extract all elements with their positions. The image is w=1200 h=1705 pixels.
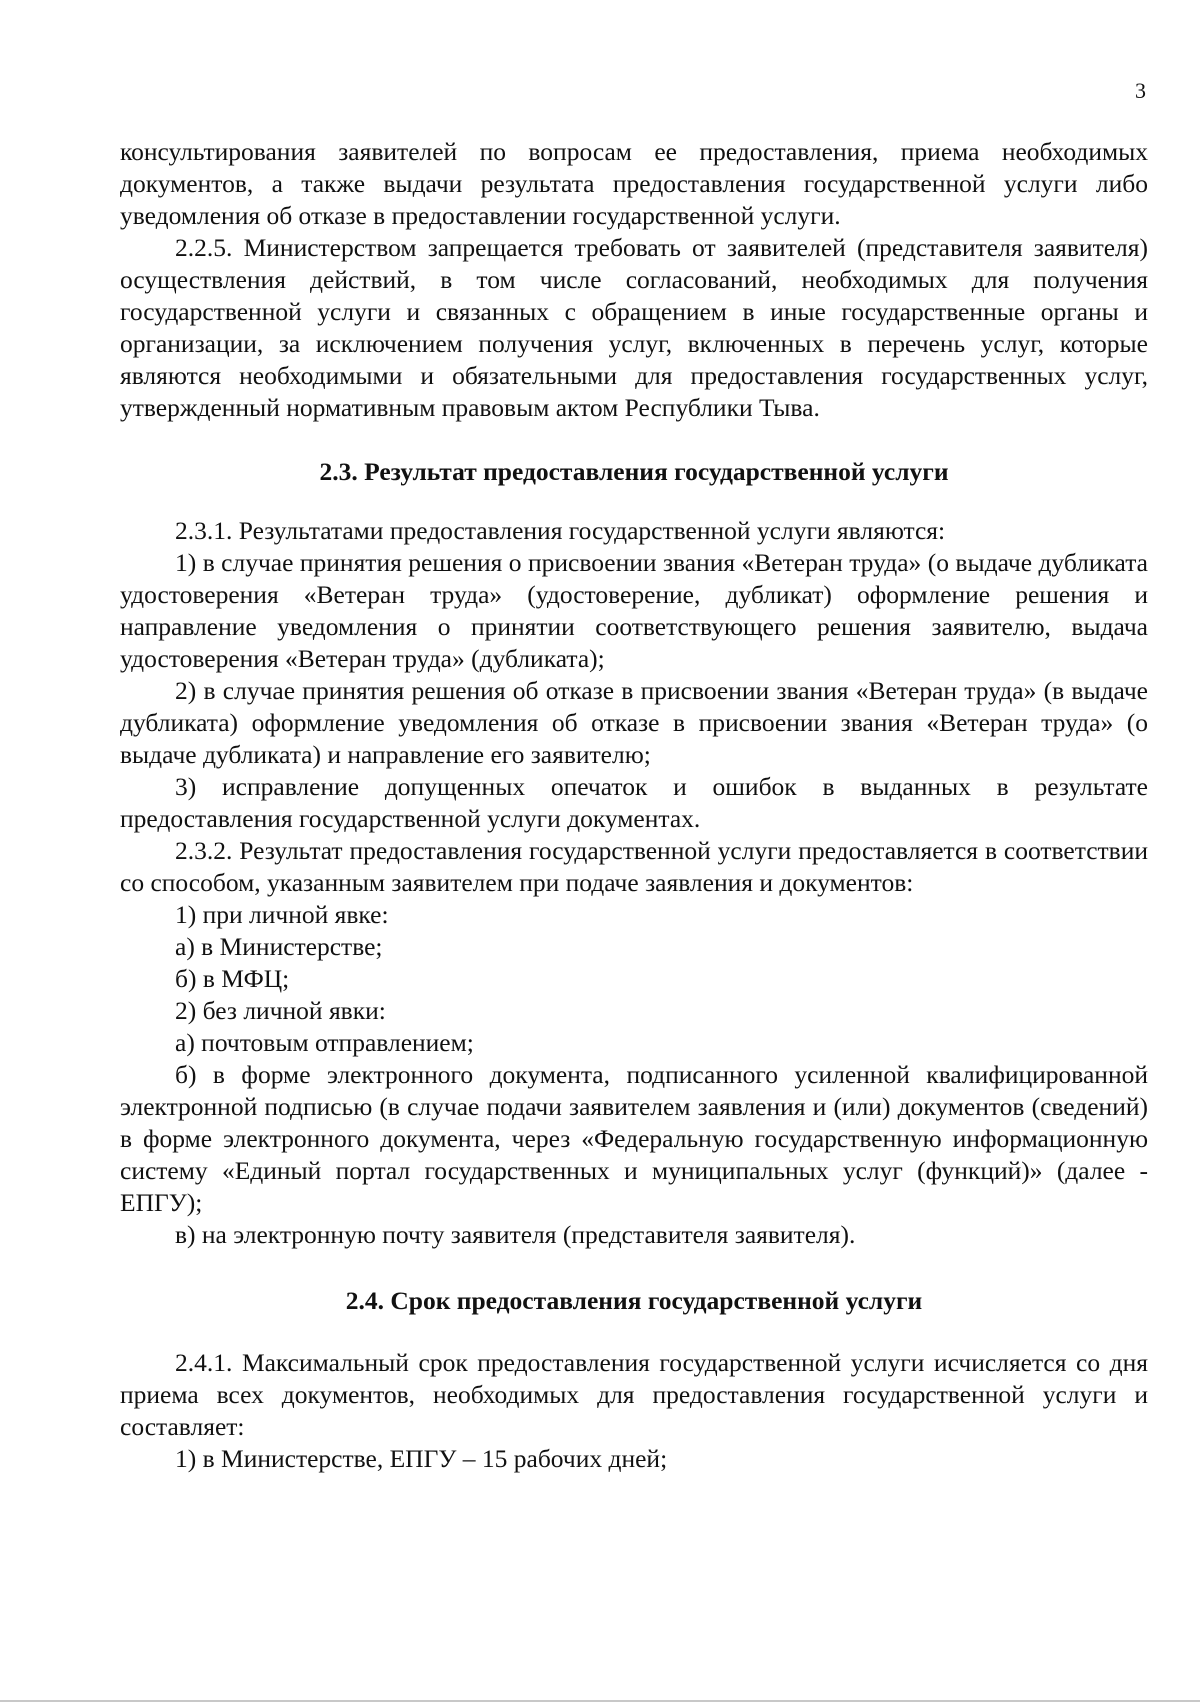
- list-item: б) в МФЦ;: [175, 964, 290, 993]
- list-item: 1) в Министерстве, ЕПГУ – 15 рабочих дней;: [175, 1444, 668, 1473]
- paragraph: 3) исправление допущенных опечаток и ошибок в выданных в результате предоставления государственной услуги документах.: [120, 772, 1148, 833]
- paragraph: 2) в случае принятия решения об отказе в присвоении звания «Ветеран труда» (в выдаче дубликата) оформление уведомления об отказе в присвоении звания «Ветеран труда» (о выдаче дубликата) и направление его заявителю;: [120, 676, 1148, 769]
- page-number: 3: [1135, 78, 1146, 103]
- paragraph: 1) в случае принятия решения о присвоении звания «Ветеран труда» (о выдаче дубликата удостоверения «Ветеран труда» (удостоверение, дубликат) оформление решения и направление уведомления о принятии соответствующего решения заявителю, выдача удостоверения «Ветеран труда» (дубликата);: [120, 548, 1148, 673]
- document-body: [120, 136, 1148, 1475]
- paragraph: 2.3.2. Результат предоставления государственной услуги предоставляется в соответствии со способом, указанным заявителем при подаче заявления и документов:: [120, 836, 1148, 897]
- list-item: а) почтовым отправлением;: [175, 1028, 474, 1057]
- list-item: в) на электронную почту заявителя (представителя заявителя).: [175, 1220, 856, 1249]
- section-heading: 2.4. Срок предоставления государственной услуги: [345, 1286, 923, 1315]
- list-item: 2) без личной явки:: [175, 996, 386, 1025]
- section-heading: 2.3. Результат предоставления государственной услуги: [319, 457, 949, 486]
- scan-edge-line: [0, 1700, 1200, 1702]
- list-item: а) в Министерстве;: [175, 932, 383, 961]
- list-item: 1) при личной явке:: [175, 900, 389, 929]
- paragraph: 2.3.1. Результатами предоставления государственной услуги являются:: [175, 516, 946, 545]
- paragraph: 2.2.5. Министерством запрещается требовать от заявителей (представителя заявителя) осуществления действий, в том числе согласований, необходимых для получения государственной услуги и связанных с обращением в иные государственные органы и организации, за исключением получения услуг, включенных в перечень услуг, которые являются необходимыми и обязательными для предоставления государственных услуг, утвержденный нормативным правовым актом Республики Тыва.: [120, 233, 1148, 422]
- paragraph: 2.4.1. Максимальный срок предоставления государственной услуги исчисляется со дня приема всех документов, необходимых для предоставления государственной услуги и составляет:: [120, 1348, 1148, 1441]
- paragraph: консультирования заявителей по вопросам ее предоставления, приема необходимых документов, а также выдачи результата предоставления государственной услуги либо уведомления об отказе в предоставлении государственной услуги.: [120, 137, 1148, 230]
- list-item: б) в форме электронного документа, подписанного усиленной квалифицированной электронной подписью (в случае подачи заявителем заявления и (или) документов (сведений) в форме электронного документа, через «Федеральную государственную информационную систему «Единый портал государственных и муниципальных услуг (функций)» (далее - ЕПГУ);: [120, 1060, 1148, 1217]
